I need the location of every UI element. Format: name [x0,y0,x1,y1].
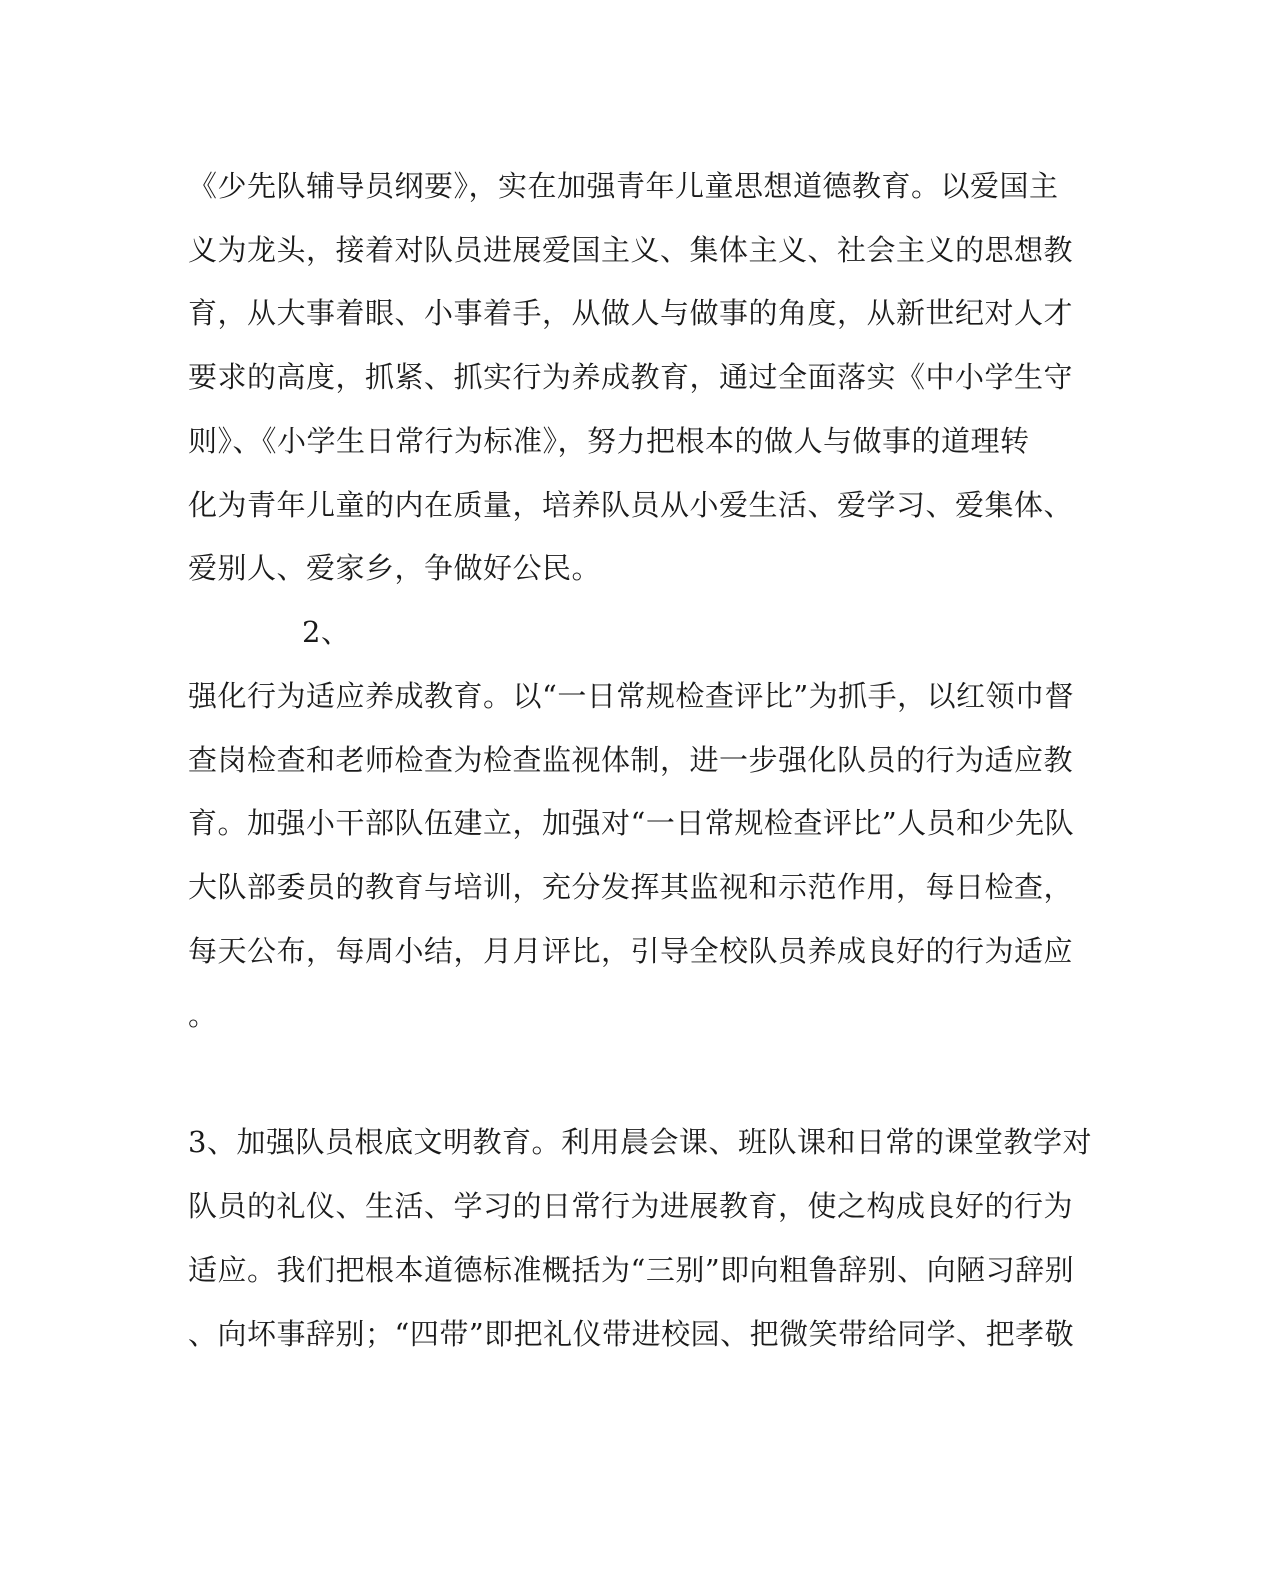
list-number: 2、 [302,615,351,649]
text-line: 要求的高度，抓紧、抓实行为养成教育，通过全面落实《中小学生守 [188,360,1074,394]
text-line: 队员的礼仪、生活、学习的日常行为进展教育，使之构成良好的行为 [188,1189,1074,1223]
text-line: 大队部委员的教育与培训，充分发挥其监视和示范作用，每日检查， [188,870,1074,904]
text-line: 《少先队辅导员纲要》，实在加强青年儿童思想道德教育。以爱国主 [188,169,1059,203]
text-line: 每天公布，每周小结，月月评比，引导全校队员养成良好的行为适应 [188,934,1074,968]
text-line: 化为青年儿童的内在质量，培养队员从小爱生活、爱学习、爱集体、 [188,488,1074,522]
text-line: 。 [188,998,218,1032]
text-line: 育。加强小干部队伍建立，加强对“一日常规检查评比”人员和少先队 [188,806,1075,840]
text-line: 则》、《小学生日常行为标准》，努力把根本的做人与做事的道理转 [188,424,1030,458]
text-line: 、向坏事辞别；“四带”即把礼仪带进校园、把微笑带给同学、把孝敬 [188,1317,1075,1351]
text-line: 义为龙头，接着对队员进展爱国主义、集体主义、社会主义的思想教 [188,233,1074,267]
text-line: 适应。我们把根本道德标准概括为“三别”即向粗鲁辞别、向陋习辞别 [188,1253,1075,1287]
text-line: 3、加强队员根底文明教育。利用晨会课、班队课和日常的课堂教学对 [188,1125,1092,1159]
text-line: 爱别人、爱家乡，争做好公民。 [188,551,602,585]
text-line: 查岗检查和老师检查为检查监视体制，进一步强化队员的行为适应教 [188,743,1074,777]
text-line: 育，从大事着眼、小事着手，从做人与做事的角度，从新世纪对人才 [188,296,1074,330]
text-line: 强化行为适应养成教育。以“一日常规检查评比”为抓手，以红领巾督 [188,679,1075,713]
